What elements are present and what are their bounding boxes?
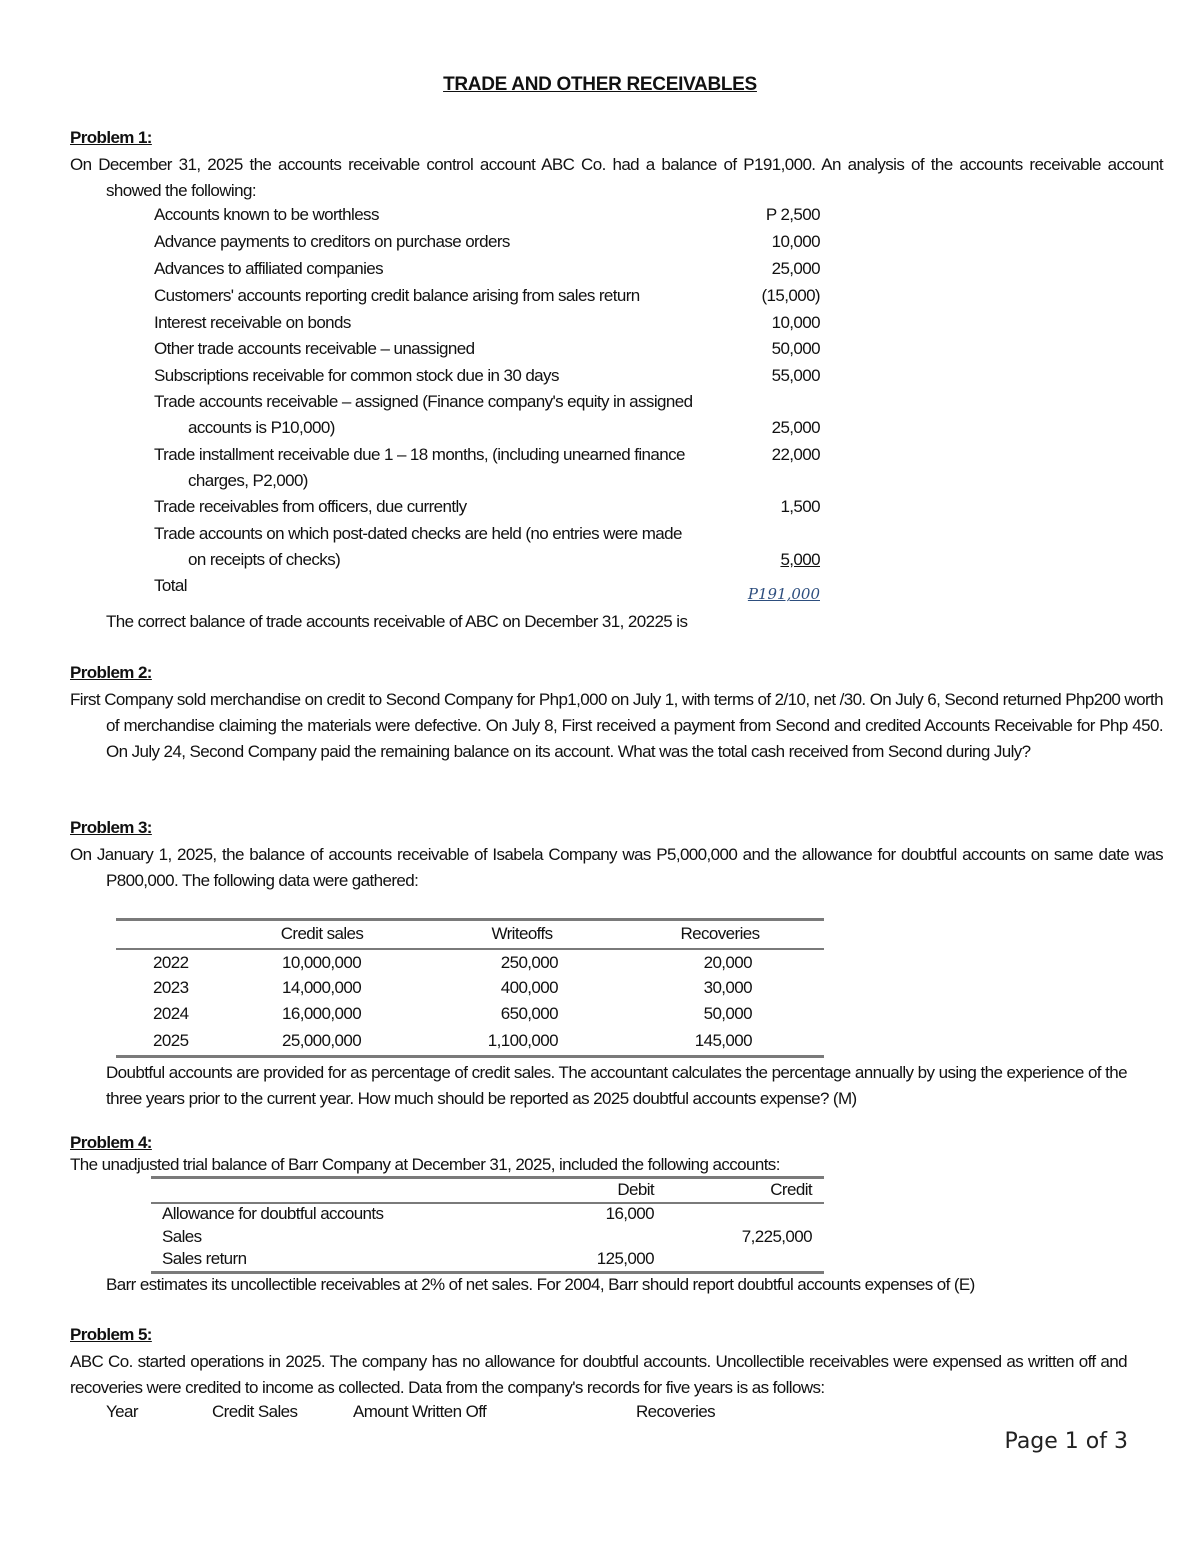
p1-item-amount: 50,000: [771, 339, 820, 358]
problem5-heading: Problem 5:: [70, 1325, 152, 1344]
table-cell: 1,100,000: [487, 1031, 558, 1050]
table-cell: 145,000: [694, 1031, 752, 1050]
p1-item-label: Trade accounts on which post-dated checks are held (no entries were made: [154, 524, 682, 543]
page-number: Page 1 of 3: [1004, 1429, 1128, 1454]
problem2-heading: Problem 2:: [70, 663, 152, 682]
table-cell: Sales: [162, 1227, 202, 1246]
p1-item-label: Advances to affiliated companies: [154, 259, 384, 278]
table-header: Debit: [617, 1180, 654, 1199]
table-top-rule: [151, 1176, 824, 1179]
table-header-rule: [116, 948, 824, 950]
document-title: TRADE AND OTHER RECEIVABLES: [443, 74, 757, 95]
problem1-question: The correct balance of trade accounts receivable of ABC on December 31, 20225 is: [106, 612, 688, 631]
table-cell: 125,000: [596, 1249, 654, 1268]
p1-item-amount: 1,500: [780, 497, 820, 516]
table-cell: 20,000: [703, 953, 752, 972]
table-cell: 2022: [153, 953, 189, 972]
table-cell: 30,000: [703, 978, 752, 997]
p1-item-label: Customers' accounts reporting credit balance arising from sales return: [154, 286, 640, 305]
table-cell: 650,000: [500, 1004, 558, 1023]
table-header: Credit sales: [280, 924, 364, 943]
table-header: Credit: [770, 1180, 812, 1199]
problem3-question: Doubtful accounts are provided for as percentage of credit sales. The accountant calculates the percentage annually by using the experience of the three years prior to the current year. How much should be reported as 2025 doubtful accounts expense? (M): [106, 1063, 1127, 1108]
p1-item-label: accounts is P10,000): [188, 418, 335, 437]
p1-total-amount: P191,000: [747, 585, 820, 603]
p1-item-label: Other trade accounts receivable – unassigned: [154, 339, 475, 358]
p1-item-label: Trade receivables from officers, due currently: [154, 497, 467, 516]
p1-item-label: Accounts known to be worthless: [154, 205, 379, 224]
p1-item-amount: 55,000: [771, 366, 820, 385]
table-cell: 10,000,000: [282, 953, 362, 972]
table-header: Credit Sales: [212, 1402, 298, 1421]
problem1-intro: On December 31, 2025 the accounts receivable control account ABC Co. had a balance of P191,000. An analysis of the accounts receivable account showed the following:: [70, 155, 1163, 200]
table-cell: Sales return: [162, 1249, 247, 1268]
table-header: Writeoffs: [491, 924, 553, 943]
table-cell: 14,000,000: [282, 978, 362, 997]
p1-item-amount: 25,000: [771, 259, 820, 278]
table-top-rule: [116, 918, 824, 921]
table-cell: 2024: [153, 1004, 189, 1023]
problem1-heading: Problem 1:: [70, 128, 152, 147]
p1-item-label: Trade installment receivable due 1 – 18 months, (including unearned finance: [154, 445, 685, 464]
p1-item-label: charges, P2,000): [188, 471, 308, 490]
p1-item-amount: 5,000: [780, 550, 820, 569]
p1-item-label: Advance payments to creditors on purchase orders: [154, 232, 510, 251]
p1-item-amount: 10,000: [771, 313, 820, 332]
table-cell: 16,000: [605, 1204, 654, 1223]
problem4-heading: Problem 4:: [70, 1133, 152, 1152]
table-cell: 2023: [153, 978, 189, 997]
table-cell: 250,000: [500, 953, 558, 972]
table-cell: Allowance for doubtful accounts: [162, 1204, 384, 1223]
table-cell: 25,000,000: [282, 1031, 362, 1050]
table-header: Recoveries: [636, 1402, 716, 1421]
p1-item-label: Subscriptions receivable for common stock due in 30 days: [154, 366, 559, 385]
table-cell: 7,225,000: [741, 1227, 812, 1246]
p1-item-label: Trade accounts receivable – assigned (Finance company's equity in assigned: [154, 392, 693, 411]
p1-total-label: Total: [154, 576, 187, 595]
problem2-text: First Company sold merchandise on credit to Second Company for Php1,000 on July 1, with terms of 2/10, net /30. On July 6, Second returned Php200 worth of merchandise claiming the materials were defective. On July 8, First received a payment from Second and credited Accounts Receivable for Php 450. On July 24, Second Company paid the remaining balance on its account. What was the total cash received from Second during July?: [70, 690, 1163, 761]
p1-item-amount: 25,000: [771, 418, 820, 437]
table-header: Year: [106, 1402, 138, 1421]
table-cell: 2025: [153, 1031, 189, 1050]
problem4-question: Barr estimates its uncollectible receivables at 2% of net sales. For 2004, Barr should report doubtful accounts expenses of (E): [106, 1275, 975, 1294]
p1-item-label: Interest receivable on bonds: [154, 313, 351, 332]
problem5-text: ABC Co. started operations in 2025. The company has no allowance for doubtful accounts. Uncollectible receivables were expensed as written off and recoveries were credited to income as collected. Data from the company's records for five years is as follows:: [70, 1352, 1127, 1397]
table-header: Recoveries: [680, 924, 760, 943]
table-header: Amount Written Off: [353, 1402, 487, 1421]
table-cell: 50,000: [703, 1004, 752, 1023]
table-cell: 400,000: [500, 978, 558, 997]
problem3-heading: Problem 3:: [70, 818, 152, 837]
table-bottom-rule: [116, 1055, 824, 1058]
problem3-intro: On January 1, 2025, the balance of accounts receivable of Isabela Company was P5,000,000 and the allowance for doubtful accounts on same date was P800,000. The following data were gathered:: [70, 845, 1163, 890]
table-bottom-rule: [151, 1271, 824, 1274]
p1-item-label: on receipts of checks): [188, 550, 341, 569]
p1-item-amount: (15,000): [761, 286, 820, 305]
p1-item-amount: 22,000: [771, 445, 820, 464]
p1-item-amount: 10,000: [771, 232, 820, 251]
table-cell: 16,000,000: [282, 1004, 362, 1023]
p1-item-amount: P 2,500: [765, 205, 820, 224]
problem4-intro: The unadjusted trial balance of Barr Company at December 31, 2025, included the following accounts:: [70, 1155, 780, 1174]
